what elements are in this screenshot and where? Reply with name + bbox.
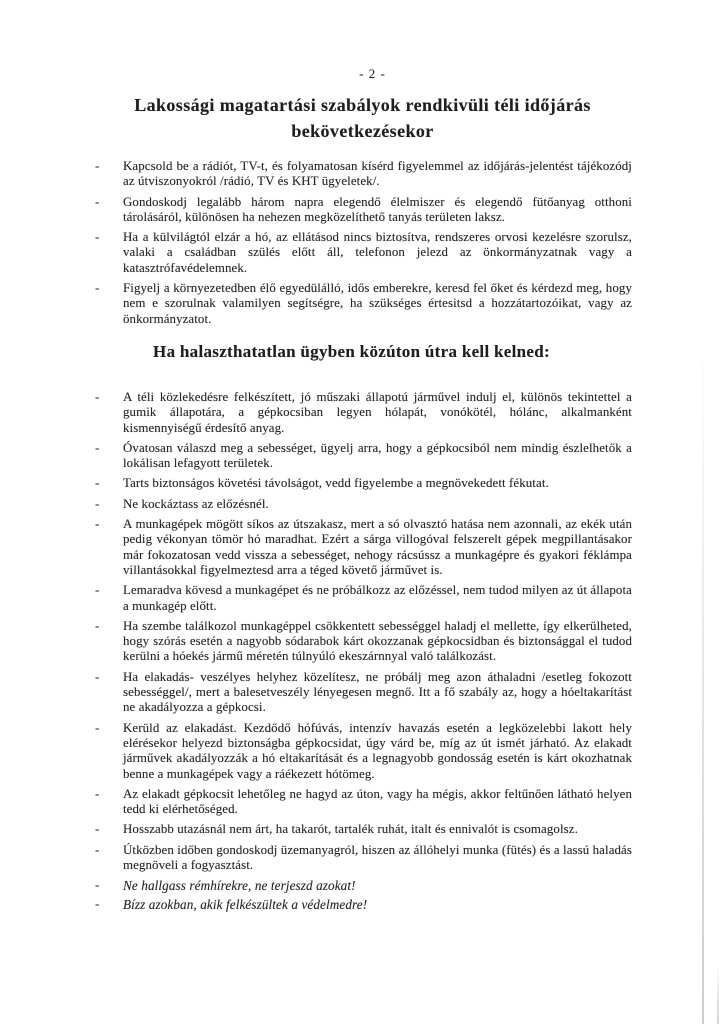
- bullet-dash: -: [95, 786, 100, 801]
- bullet-dash: -: [95, 389, 100, 404]
- bullet-dash: -: [95, 194, 100, 209]
- rules-list-road-travel: [95, 390, 632, 912]
- bullet-dash: -: [95, 896, 100, 911]
- list-item: [95, 230, 632, 276]
- list-item: [95, 281, 632, 327]
- list-item-emphasis: [95, 897, 632, 912]
- document-body: [95, 159, 632, 912]
- list-item: [95, 822, 632, 837]
- rules-list-general: [95, 159, 632, 327]
- list-item-text: Tarts biztonságos követési távolságot, vedd figyelembe a megnövekedett fékutat.: [123, 476, 549, 491]
- bullet-dash: -: [95, 159, 100, 173]
- list-item: [95, 195, 632, 226]
- list-item-text: Bízz azokban, akik felkészültek a védelmedre!: [123, 896, 368, 912]
- section-heading-road-travel: Ha halaszthatatlan ügyben közúton útra kell kelned:: [153, 341, 550, 361]
- list-item-text: Az elakadt gépkocsit lehetőleg ne hagyd az úton, vagy ha mégis, akkor feltűnően látható helyen tedd ki elérhetőséged.: [123, 786, 632, 817]
- bullet-dash: -: [95, 720, 100, 735]
- list-item-text: Útközben időben gondoskodj üzemanyagról, hiszen az állóhelyi munka (fütés) és a lassú haladás megnöveli a fogyasztást.: [123, 842, 632, 872]
- bullet-dash: -: [95, 878, 100, 893]
- list-item-emphasis: [95, 878, 632, 893]
- list-item-text: Óvatosan válaszd meg a sebességet, ügyelj arra, hogy a gépkocsiból nem mindig észlelhetők a lokálisan lefagyott területek.: [123, 440, 632, 471]
- bullet-dash: -: [95, 842, 100, 857]
- document-title-line2: bekövetkezésekor: [291, 121, 434, 141]
- bullet-dash: -: [95, 230, 100, 245]
- list-item: [95, 476, 632, 491]
- bullet-dash: -: [95, 440, 100, 455]
- list-item-text: Figyelj a környezetedben élő egyedülálló, idős emberekre, keresd fel őket és kérdezd meg, hogy nem e szorulnak valamilyen segítségre, ha szükséges értesitsd a hozzátartozóikat, vagy az önkormányzatot.: [123, 281, 632, 326]
- bullet-dash: -: [95, 618, 100, 633]
- list-item-text: Hosszabb utazásnál nem árt, ha takarót, tartalék ruhát, italt és ennivalót is csomagolsz.: [123, 822, 578, 837]
- list-item-text: Ne kockáztass az előzésnél.: [123, 496, 269, 511]
- list-item: [95, 390, 632, 436]
- list-item-text: Ha a külvilágtól elzár a hó, az ellátásod nincs biztosítva, rendszeres orvosi kezelésre szorulsz, valaki a családban szülés előtt áll, telefonon jelezd az önkormányzatnak vagy a katasztrófavédelemnek.: [123, 230, 632, 275]
- bullet-dash: -: [95, 281, 100, 296]
- document-title-line1: Lakossági magatartási szabályok rendkivüli téli időjárás: [134, 95, 591, 115]
- list-item: [95, 517, 632, 578]
- bullet-dash: -: [95, 583, 100, 598]
- list-item: [95, 497, 632, 512]
- bullet-dash: -: [95, 517, 100, 532]
- scan-edge-artifact: [717, 964, 719, 1024]
- list-item-text: Lemaradva kövesd a munkagépet és ne próbálkozz az előzéssel, nem tudod milyen az út állapota a munkagép előtt.: [123, 583, 632, 613]
- list-item-text: Ha szembe találkozol munkagéppel csökkentett sebességgel haladj el mellette, így elkerülheted, hogy szórás esetén a nagyobb sódarabok kárt okozzanak gépkocsidban és biztonsággal el tudod kerülni a hóekés jármű méretén túlnyúló ekeszárnnyal való találkozást.: [123, 618, 632, 664]
- list-item-text: Ha elakadás- veszélyes helyhez közelítesz, ne próbálj meg azon áthaladni /esetleg fokozott sebességgel/, mert a balesetveszély lényegesen megnő. Itt a fő szabály az, hogy a hóeltakarítást ne akadályozza a gépkocsi.: [123, 669, 632, 715]
- list-item-text: A munkagépek mögött síkos az útszakasz, mert a só olvasztó hatása nem azonnali, az ekék után pedig vékonyan tömör hó maradhat. Ezért a sárga villogóval felszerelt gépek megpillantásakor már fokozatosan vedd vissza a sebességet, nehogy rácsússz a munkagépre és gyakori féklámpa villantásokkal figyelmeztesd arra a téged követő járművet is.: [123, 517, 632, 577]
- list-item-text: Kapcsold be a rádiót, TV-t, és folyamatosan kísérd figyelemmel az időjárás-jelentést tájékozódj az útviszonyokról /rádió, TV és KHT ügyeletek/.: [123, 159, 632, 189]
- page-number: - 2 -: [359, 66, 386, 81]
- list-item-text: Kerüld az elakadást. Kezdődő hófúvás, intenzív havazás esetén a legközelebbi lakott hely elérésekor helyezd biztonságba gépkocsidat, úgy várd be, míg az út ismét járható. Az elakadt járművek akadályozzák a hó eltakarítását és a legnagyobb gondosság esetén is kárt okozhatnak benne a munkagépek vagy a ráékezett hótömeg.: [123, 720, 632, 781]
- bullet-dash: -: [95, 496, 100, 511]
- list-item-text: Ne hallgass rémhírekre, ne terjeszd azokat!: [123, 878, 356, 894]
- list-item: [95, 619, 632, 665]
- list-item: [95, 583, 632, 614]
- bullet-dash: -: [95, 476, 100, 491]
- list-item: [95, 787, 632, 818]
- list-item: [95, 670, 632, 716]
- list-item-text: A téli közlekedésre felkészített, jó műszaki állapotú járművel indulj el, különös tekintettel a gumik állapotára, a gépkocsiban legyen hólapát, vonókötél, hólánc, alkalmanként kismennyiségű érdesítő anyag.: [123, 389, 632, 435]
- list-item: [95, 159, 632, 190]
- scan-edge-artifact: [702, 340, 704, 1024]
- list-item: [95, 843, 632, 874]
- bullet-dash: -: [95, 822, 100, 837]
- list-item: [95, 721, 632, 782]
- list-item: [95, 441, 632, 472]
- list-item-text: Gondoskodj legalább három napra elegendő élelmiszer és elegendő fütőanyag otthoni tárolásáról, különösen ha nehezen megközelíthető tanyás területen laksz.: [123, 194, 632, 224]
- bullet-dash: -: [95, 669, 100, 684]
